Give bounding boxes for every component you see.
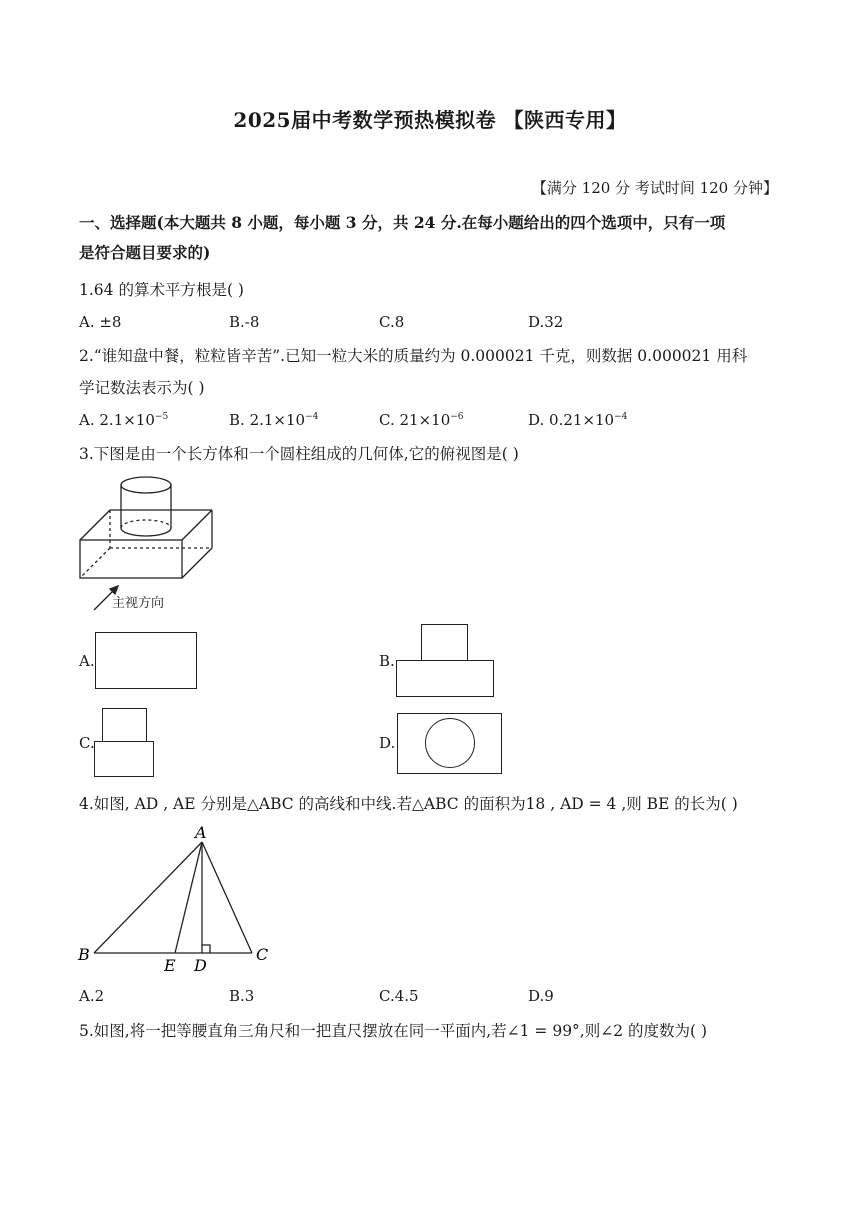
q3-option-d-circle [425,718,475,768]
exam-meta: 【满分 120 分 考试时间 120 分钟】 [531,179,778,197]
point-c-label: C [256,945,269,964]
question-2-stem-line1: 2.“谁知盘中餐，粒粒皆辛苦”.已知一粒大米的质量约为 0.000021 千克，则数据 0.000021 用科 [79,347,748,365]
q2-option-d[interactable] [528,411,627,429]
q3-option-c-top [102,708,147,742]
question-5-stem: 5.如图,将一把等腰直角三角尺和一把直尺摆放在同一平面内,若∠1 = 99°,则∠2 的度数为( ) [79,1022,708,1040]
question-2-stem-line2: 学记数法表示为( ) [79,379,205,397]
q2-option-a-exp: −5 [154,412,169,422]
q2-option-b-exp: −4 [305,412,319,422]
page-title: 2025届中考数学预热模拟卷 【陕西专用】 [233,108,627,132]
q3-option-b-figure[interactable] [396,660,494,697]
point-a-label: A [195,823,207,842]
q2-option-d-label: D. [528,411,545,429]
q2-option-b-label: B. [229,411,245,429]
q2-option-d-base: 0.21×10 [549,411,615,429]
q3-option-b-top [421,624,468,661]
point-d-label: D [194,956,207,975]
point-e-label: E [164,956,176,975]
q3-option-d-label[interactable]: D. [379,734,396,752]
view-direction-label: 主视方向 [112,596,165,611]
q4-triangle-figure [76,822,286,975]
question-3-stem: 3.下图是由一个长方体和一个圆柱组成的几何体,它的俯视图是( ) [79,445,519,463]
q2-option-b-base: 2.1×10 [249,411,306,429]
q2-option-a-label: A. [79,411,95,429]
q3-option-c-figure[interactable] [94,741,154,777]
q2-option-c-exp: −6 [450,412,464,422]
q4-option-d[interactable]: D.9 [528,987,554,1005]
question-4-stem: 4.如图, AD , AE 分别是△ABC 的高线和中线.若△ABC 的面积为18 , AD = 4 ,则 BE 的长为( ) [79,795,738,813]
q3-option-c-label[interactable]: C. [79,734,95,752]
q2-option-d-exp: −4 [614,412,628,422]
q3-option-a-figure[interactable] [95,632,197,689]
q3-solid-figure [70,468,310,618]
q2-option-c-base: 21×10 [399,411,451,429]
q2-option-a[interactable] [79,411,168,429]
question-1-stem: 1.64 的算术平方根是( ) [79,281,244,299]
q1-option-c[interactable]: C.8 [379,313,405,331]
section-heading-line2: 是符合题目要求的) [79,243,211,262]
q3-option-b-label[interactable]: B. [379,652,395,670]
q4-option-c[interactable]: C.4.5 [379,987,419,1005]
q3-option-d-figure[interactable] [397,713,502,774]
q2-option-a-base: 2.1×10 [99,411,155,429]
q2-option-c-label: C. [379,411,395,429]
q2-option-b[interactable] [229,411,318,429]
q1-option-a[interactable]: A. ±8 [79,313,122,331]
q2-option-c[interactable] [379,411,464,429]
q1-option-d[interactable]: D.32 [528,313,564,331]
point-b-label: B [78,945,90,964]
section-heading-line1: 一、选择题(本大题共 8 小题，每小题 3 分，共 24 分.在每小题给出的四个选项中，只有一项 [79,213,726,232]
q1-option-b[interactable]: B.-8 [229,313,260,331]
q4-option-a[interactable]: A.2 [79,987,105,1005]
q4-option-b[interactable]: B.3 [229,987,255,1005]
q3-option-a-label[interactable]: A. [79,652,95,670]
